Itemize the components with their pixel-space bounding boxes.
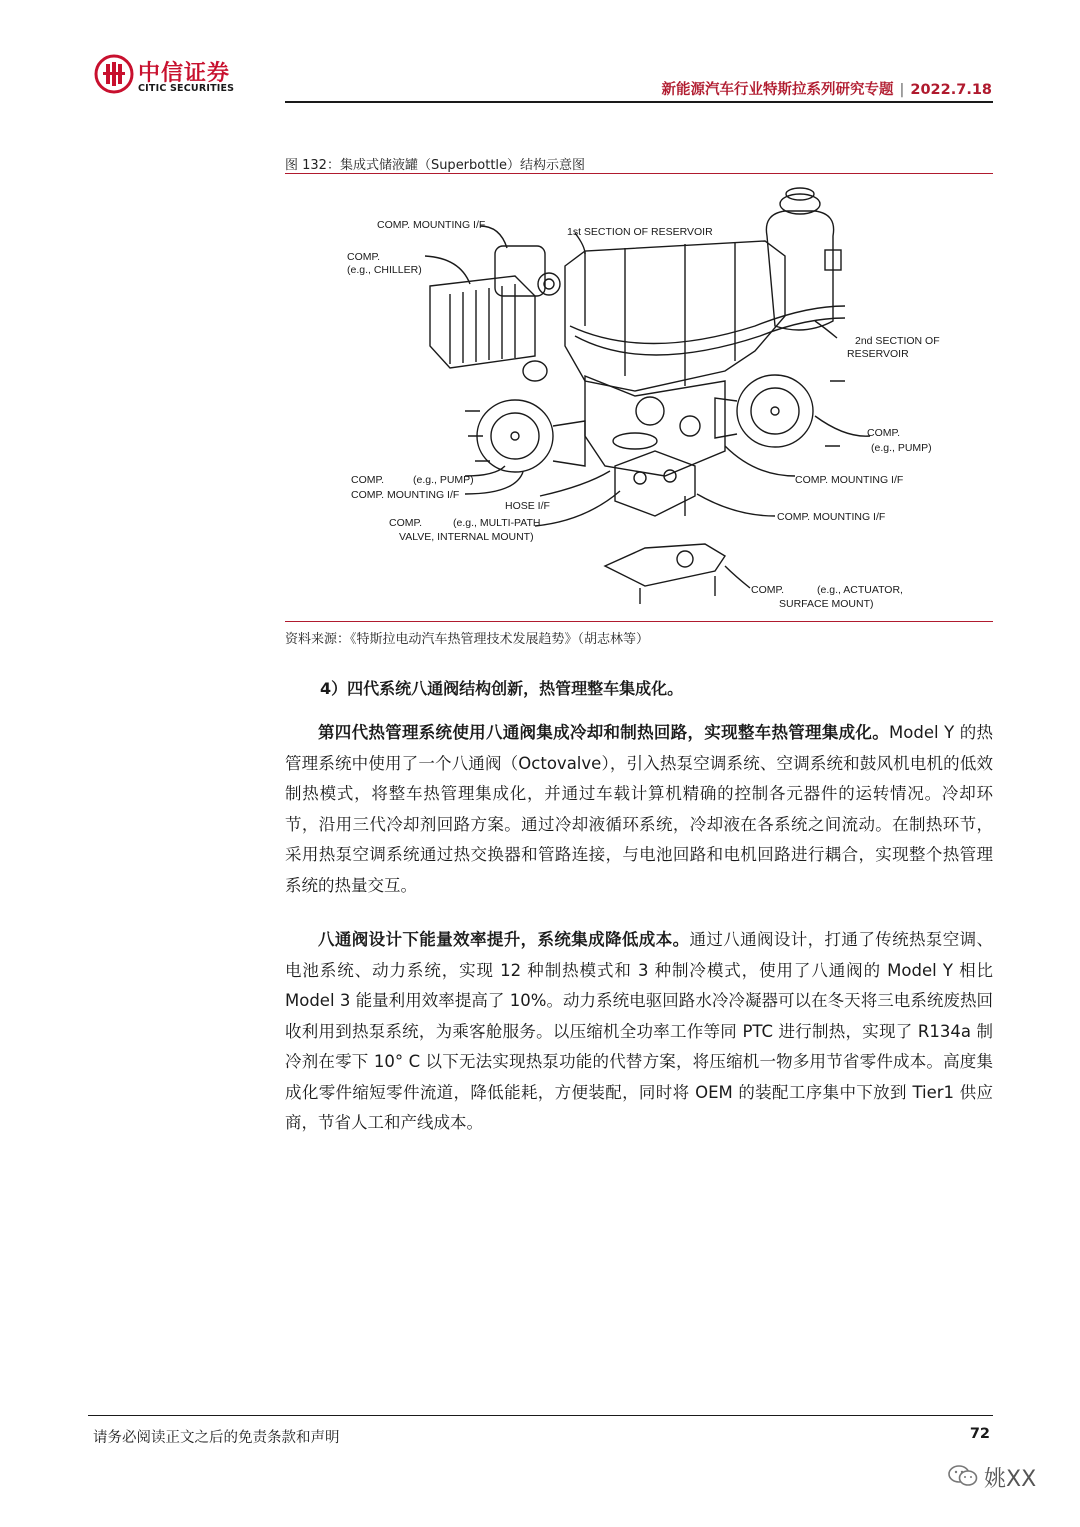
label-valve-line1: COMP. xyxy=(389,517,423,529)
label-pump-left-line2: (e.g., PUMP) xyxy=(413,474,474,486)
figure-top-rule xyxy=(285,173,993,174)
multipath-valve xyxy=(615,451,695,516)
paragraph-octovalve-integration xyxy=(285,718,993,901)
figure-source: 资料来源：《特斯拉电动汽车热管理技术发展趋势》（胡志林等） xyxy=(285,632,650,647)
header-separator: | xyxy=(899,82,905,98)
label-comp-mounting-top: COMP. MOUNTING I/F xyxy=(377,219,486,231)
report-date: 2022.7.18 xyxy=(910,82,992,98)
label-actuator-line2: (e.g., ACTUATOR, xyxy=(817,584,903,596)
label-pump-right-line2: (e.g., PUMP) xyxy=(871,442,932,454)
label-actuator-line1: COMP. xyxy=(751,584,785,596)
label-valve-line2: (e.g., MULTI-PATH xyxy=(453,517,541,529)
figure-bottom-rule xyxy=(285,621,993,622)
label-reservoir-second-line1: 2nd SECTION OF xyxy=(855,335,940,347)
logo-english-text: CITIC SECURITIES xyxy=(138,83,235,94)
actuator-component xyxy=(605,544,725,586)
paragraph-1-body: Model Y 的热管理系统中使用了一个八通阀（Octovalve），引入热泵空调系统、空调系统和鼓风机电机的低效制热模式，将整车热管理集成化，并通过车载计算机精确的控制各元器件的运转情况。冷却环节，沿用三代冷却剂回路方案。通过冷却液循环系统，冷却液在各系统之间流动。在制热环节，采用热泵空调系统通过热交换器和管路连接，与电池回路和电机回路进行耦合，实现整个热管理系统的热量交互。 xyxy=(285,723,994,895)
label-pump-left-line1: COMP. xyxy=(351,474,385,486)
label-chiller-line2: (e.g., CHILLER) xyxy=(347,264,422,276)
citic-logo-icon xyxy=(94,54,134,94)
chiller-component xyxy=(430,276,535,368)
watermark-text: 姚XX xyxy=(984,1467,1037,1492)
label-comp-mounting-right1: COMP. MOUNTING I/F xyxy=(795,474,904,486)
paragraph-2-body: 通过八通阀设计，打通了传统热泵空调、电池系统、动力系统，实现 12 种制热模式和 3 种制冷模式，使用了八通阀的 Model Y 相比 Model 3 能量利用效率提高了 10%。动力系统电驱回路水冷冷凝器可以在冬天将三电系统废热回收利用到热泵系统，为乘客舱服务。以压缩机全功率工作等同 PTC 进行制热，实现了 R134a 制冷剂在零下 10° C 以下无法实现热泵功能的代替方案，将压缩机一物多用节省零件成本。高度集成化零件缩短零件流道，降低能耗，方便装配，同时将 OEM 的装配工序集中下放到 Tier1 供应商，节省人工和产线成本。 xyxy=(285,930,994,1132)
right-pump xyxy=(737,375,813,447)
superbottle-diagram xyxy=(285,176,993,618)
label-chiller-line1: COMP. xyxy=(347,251,381,263)
paragraph-1-lead: 第四代热管理系统使用八通阀集成冷却和制热回路，实现整车热管理集成化。 xyxy=(318,723,890,742)
label-hose: HOSE I/F xyxy=(505,500,550,512)
logo-chinese-text: 中信证券 xyxy=(138,61,231,86)
paragraph-efficiency-cost xyxy=(285,925,993,1139)
section-heading: 4）四代系统八通阀结构创新，热管理整车集成化。 xyxy=(320,679,684,698)
label-pump-right-line1: COMP. xyxy=(867,427,901,439)
report-title: 新能源汽车行业特斯拉系列研究专题 xyxy=(661,82,894,98)
label-comp-mounting-left: COMP. MOUNTING I/F xyxy=(351,489,460,501)
page-number: 72 xyxy=(969,1426,990,1442)
header-divider xyxy=(285,101,993,103)
footer-divider xyxy=(88,1415,993,1416)
label-valve-line3: VALVE, INTERNAL MOUNT) xyxy=(399,531,534,543)
footer-disclaimer: 请务必阅读正文之后的免责条款和声明 xyxy=(93,1430,340,1446)
label-reservoir-first: 1st SECTION OF RESERVOIR xyxy=(567,226,713,238)
paragraph-2-lead: 八通阀设计下能量效率提升，系统集成降低成本。 xyxy=(318,930,690,949)
report-header xyxy=(661,78,992,99)
reservoir-body xyxy=(565,241,785,391)
wechat-icon xyxy=(948,1464,978,1488)
figure-caption: 图 132：集成式储液罐（Superbottle）结构示意图 xyxy=(285,158,586,173)
label-comp-mounting-right2: COMP. MOUNTING I/F xyxy=(777,511,886,523)
label-actuator-line3: SURFACE MOUNT) xyxy=(779,598,874,610)
label-reservoir-second-line2: RESERVOIR xyxy=(847,348,909,360)
